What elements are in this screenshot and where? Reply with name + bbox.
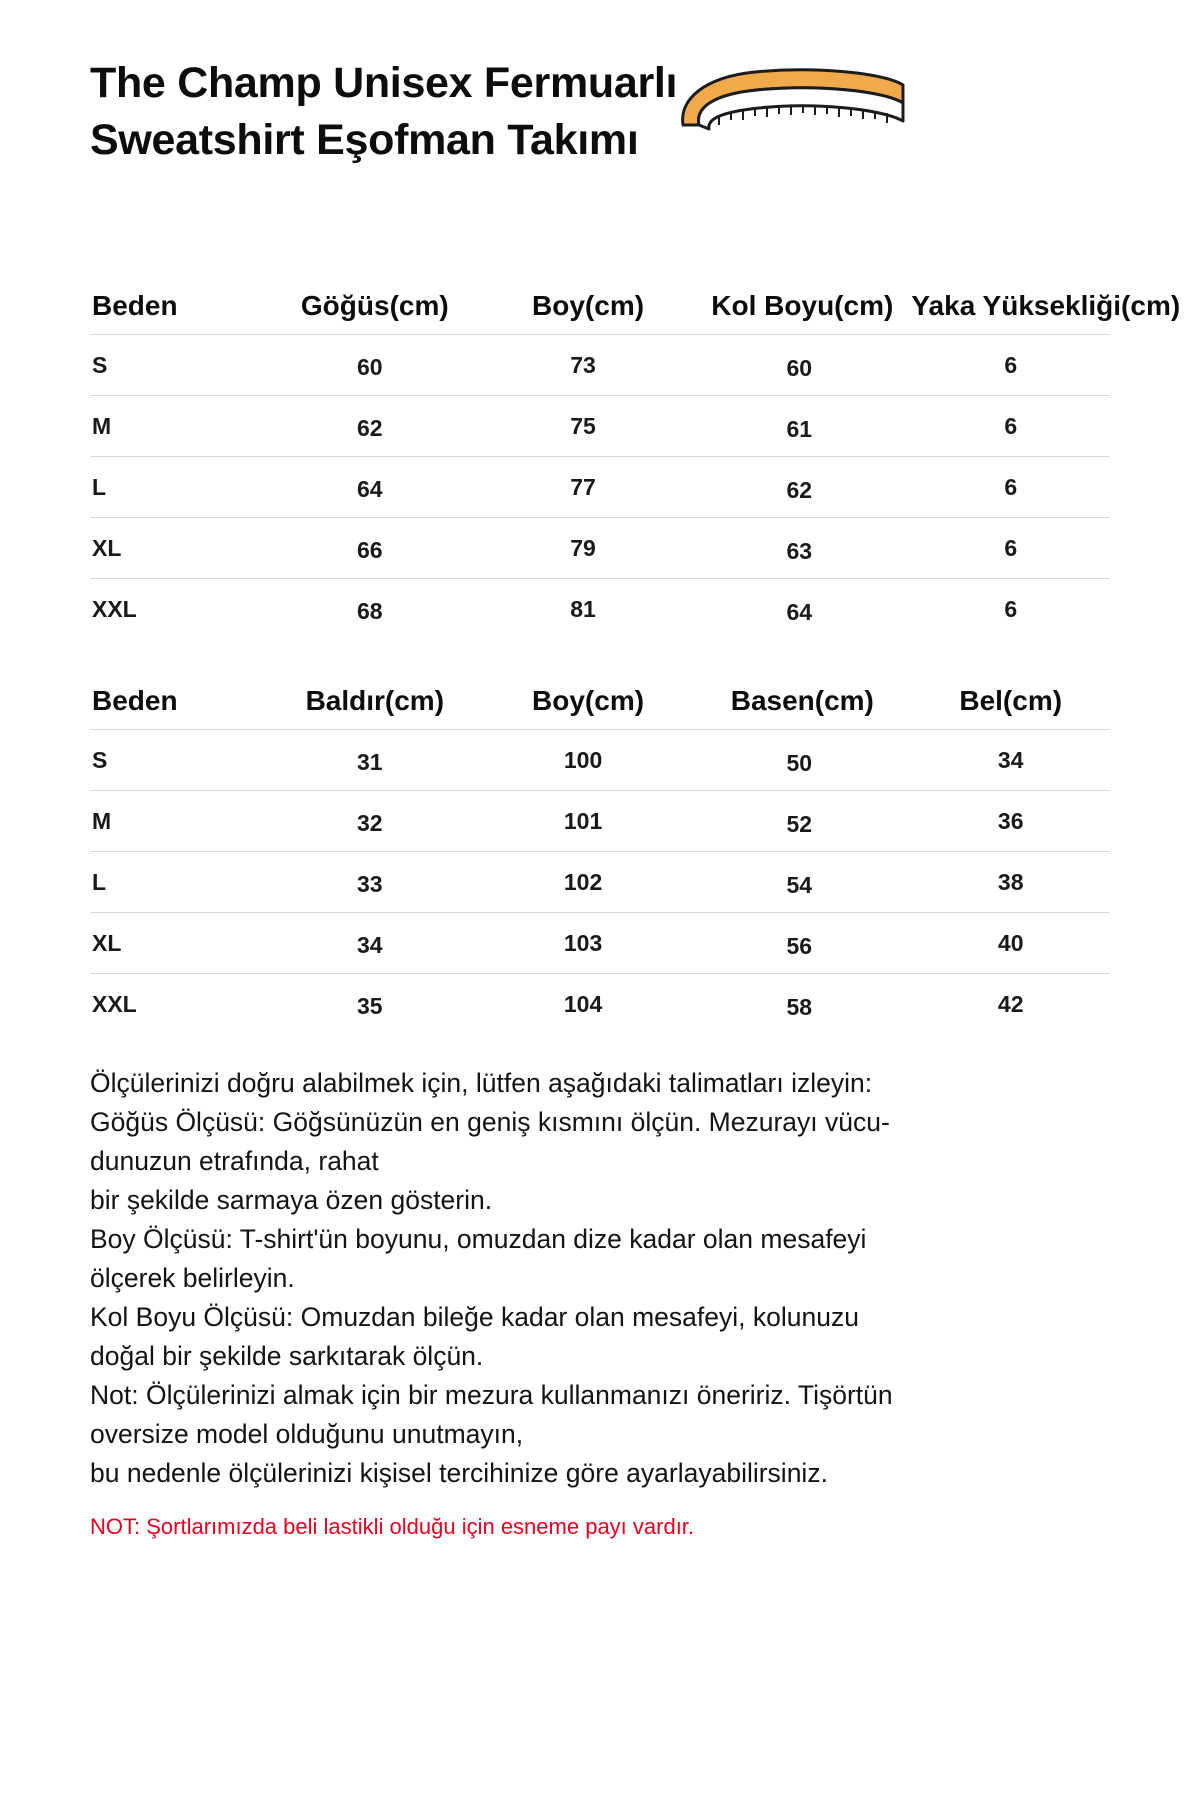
table-row bbox=[90, 852, 1110, 913]
table-row bbox=[90, 457, 1110, 518]
cell-boy: 102 bbox=[479, 852, 687, 913]
size-table-bottom bbox=[90, 679, 1110, 1034]
measuring-tape-icon bbox=[675, 63, 910, 143]
cell-kol-boyu: 62 bbox=[687, 460, 911, 521]
instruction-line: Kol Boyu Ölçüsü: Omuzdan bileğe kadar olan mesafeyi, kolunuzu bbox=[90, 1301, 859, 1332]
cell-yaka: 6 bbox=[911, 335, 1110, 396]
cell-size: XL bbox=[90, 518, 261, 579]
table-row bbox=[90, 518, 1110, 579]
cell-gogus: 64 bbox=[261, 459, 479, 520]
cell-boy: 101 bbox=[479, 791, 687, 852]
cell-boy: 81 bbox=[479, 579, 687, 640]
cell-gogus: 68 bbox=[261, 581, 479, 642]
column-header-basen: Basen(cm) bbox=[730, 685, 874, 716]
column-header-kol-boyu: Kol Boyu(cm) bbox=[711, 290, 894, 321]
column-header-yaka-yuksekligi: Yaka Yüksekliği(cm) bbox=[911, 290, 1181, 321]
table-row bbox=[90, 730, 1110, 791]
table-row bbox=[90, 579, 1110, 640]
cell-basen: 58 bbox=[687, 977, 911, 1038]
size-table-top bbox=[90, 284, 1181, 639]
cell-baldir: 35 bbox=[261, 976, 479, 1037]
instruction-line: Ölçülerinizi doğru alabilmek için, lütfen aşağıdaki talimatları izleyin: bbox=[90, 1068, 873, 1098]
table-header-row bbox=[90, 284, 1110, 335]
cell-size: XXL bbox=[90, 974, 261, 1035]
cell-gogus: 66 bbox=[261, 520, 479, 581]
cell-baldir: 34 bbox=[261, 915, 479, 976]
footer-note: NOT: Şortlarımızda beli lastikli olduğu için esneme payı vardır. bbox=[90, 1514, 695, 1540]
cell-size: L bbox=[90, 852, 261, 913]
instruction-line: bu nedenle ölçülerinizi kişisel tercihinize göre ayarlayabilirsiniz. bbox=[90, 1457, 828, 1488]
column-header-beden: Beden bbox=[92, 685, 178, 716]
cell-bel: 38 bbox=[911, 852, 1110, 913]
instruction-line: Not: Ölçülerinizi almak için bir mezura kullanmanızı öneririz. Tişörtün bbox=[90, 1379, 893, 1410]
column-header-boy: Boy(cm) bbox=[532, 290, 645, 321]
page-title: The Champ Unisex Fermuarlı Sweatshirt Eşofman Takımı bbox=[90, 59, 678, 164]
cell-kol-boyu: 61 bbox=[687, 399, 911, 460]
table-row bbox=[90, 396, 1110, 457]
cell-boy: 104 bbox=[479, 974, 687, 1035]
table-header-row bbox=[90, 679, 1110, 730]
cell-bel: 42 bbox=[911, 974, 1110, 1035]
instruction-line: oversize model olduğunu unutmayın, bbox=[90, 1418, 524, 1449]
cell-kol-boyu: 64 bbox=[687, 582, 911, 643]
cell-bel: 34 bbox=[911, 730, 1110, 791]
cell-yaka: 6 bbox=[911, 457, 1110, 518]
instruction-line: bir şekilde sarmaya özen gösterin. bbox=[90, 1184, 493, 1215]
instruction-line: ölçerek belirleyin. bbox=[90, 1262, 295, 1293]
cell-baldir: 32 bbox=[261, 793, 479, 854]
cell-boy: 73 bbox=[479, 335, 687, 396]
cell-boy: 75 bbox=[479, 396, 687, 457]
header bbox=[90, 55, 1110, 270]
cell-size: S bbox=[90, 730, 261, 791]
instruction-line: doğal bir şekilde sarkıtarak ölçün. bbox=[90, 1340, 484, 1371]
cell-yaka: 6 bbox=[911, 518, 1110, 579]
cell-boy: 77 bbox=[479, 457, 687, 518]
cell-yaka: 6 bbox=[911, 579, 1110, 640]
cell-boy: 103 bbox=[479, 913, 687, 974]
cell-kol-boyu: 60 bbox=[687, 338, 911, 399]
cell-baldir: 33 bbox=[261, 854, 479, 915]
cell-baldir: 31 bbox=[261, 732, 479, 793]
cell-bel: 36 bbox=[911, 791, 1110, 852]
table-row bbox=[90, 791, 1110, 852]
table-row bbox=[90, 335, 1110, 396]
cell-size: XL bbox=[90, 913, 261, 974]
cell-boy: 100 bbox=[479, 730, 687, 791]
cell-boy: 79 bbox=[479, 518, 687, 579]
cell-size: S bbox=[90, 335, 261, 396]
cell-size: XXL bbox=[90, 579, 261, 640]
cell-gogus: 62 bbox=[261, 398, 479, 459]
measurement-instructions bbox=[90, 1064, 1110, 1492]
column-header-boy: Boy(cm) bbox=[532, 685, 645, 716]
column-header-bel: Bel(cm) bbox=[959, 685, 1063, 716]
column-header-gogus: Göğüs(cm) bbox=[300, 290, 449, 321]
cell-kol-boyu: 63 bbox=[687, 521, 911, 582]
instruction-line: Boy Ölçüsü: T-shirt'ün boyunu, omuzdan dize kadar olan mesafeyi bbox=[90, 1223, 867, 1254]
instruction-line: Göğüs Ölçüsü: Göğsünüzün en geniş kısmını ölçün. Mezurayı vücu- bbox=[90, 1106, 890, 1137]
cell-basen: 50 bbox=[687, 733, 911, 794]
cell-yaka: 6 bbox=[911, 396, 1110, 457]
column-header-beden: Beden bbox=[92, 290, 178, 321]
column-header-baldir: Baldır(cm) bbox=[305, 685, 445, 716]
cell-bel: 40 bbox=[911, 913, 1110, 974]
cell-basen: 54 bbox=[687, 855, 911, 916]
instruction-line: dunuzun etrafında, rahat bbox=[90, 1145, 379, 1176]
cell-size: L bbox=[90, 457, 261, 518]
cell-gogus: 60 bbox=[261, 337, 479, 398]
cell-size: M bbox=[90, 396, 261, 457]
table-row bbox=[90, 913, 1110, 974]
cell-basen: 52 bbox=[687, 794, 911, 855]
table-row bbox=[90, 974, 1110, 1035]
cell-size: M bbox=[90, 791, 261, 852]
cell-basen: 56 bbox=[687, 916, 911, 977]
